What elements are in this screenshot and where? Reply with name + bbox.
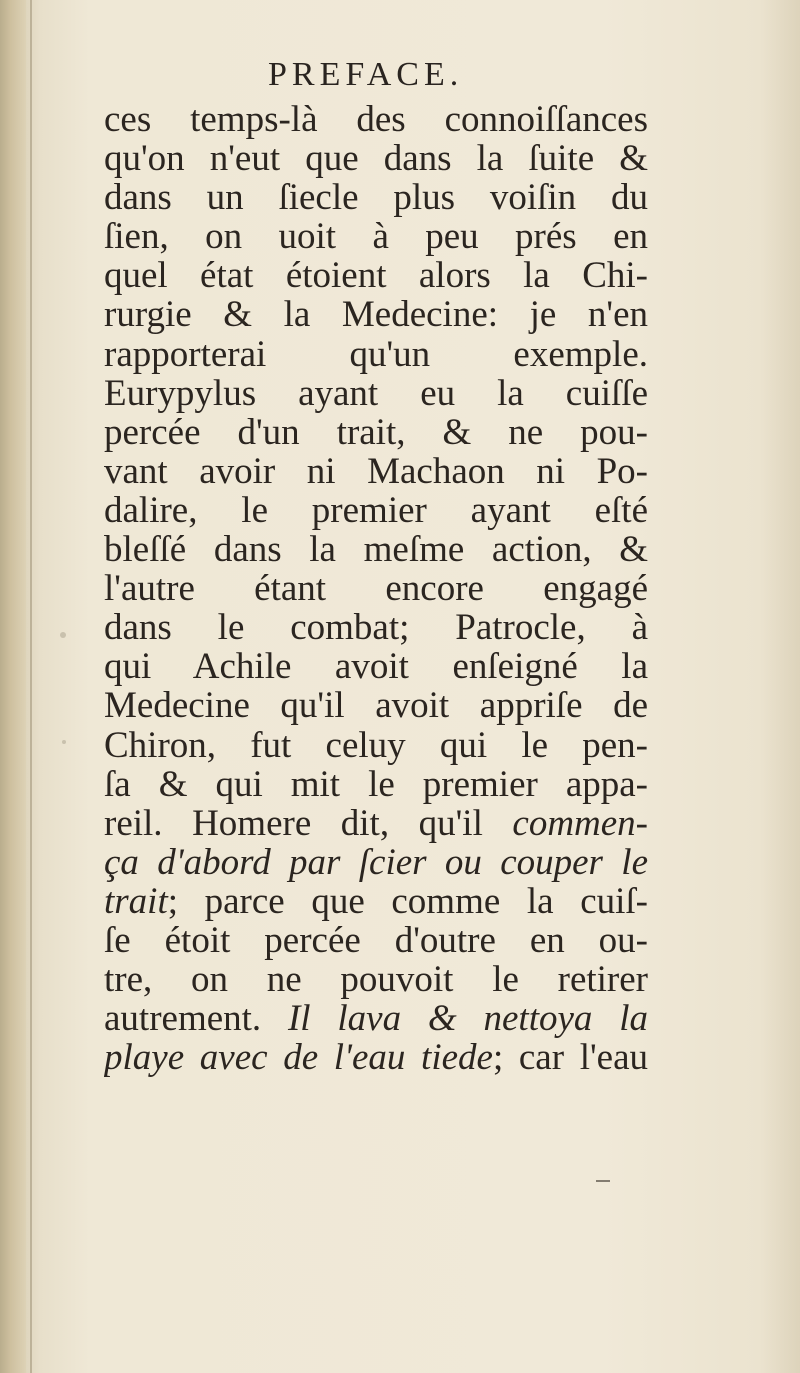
text-line	[104, 843, 648, 882]
text-line	[104, 491, 648, 530]
text-line	[104, 882, 648, 921]
roman-text: vant avoir ni Machaon ni Po-	[104, 451, 648, 491]
italic-text: playe avec de l'eau tiede	[104, 1038, 493, 1078]
italic-text: commen-	[512, 803, 648, 843]
text-line	[104, 999, 648, 1038]
text-line	[104, 295, 648, 334]
roman-text: Eurypylus ayant eu la cuiſſe	[104, 373, 648, 413]
text-line	[104, 726, 648, 765]
catchword-mark	[596, 1180, 610, 1182]
roman-text: ſa & qui mit le premier appa-	[104, 764, 648, 804]
italic-text: Il lava & nettoya la	[287, 999, 648, 1039]
roman-text: l'autre étant encore engagé	[104, 569, 648, 609]
roman-text: Chiron, fut celuy qui le pen-	[104, 725, 648, 765]
text-line	[104, 335, 648, 374]
text-line	[104, 647, 648, 686]
text-line	[104, 374, 648, 413]
roman-text: percée d'un trait, & ne pou-	[104, 412, 648, 452]
body-text	[104, 100, 648, 1077]
text-line	[104, 765, 648, 804]
text-line	[104, 217, 648, 256]
roman-text: reil. Homere dit, qu'il	[104, 803, 513, 843]
roman-text: rapporterai qu'un exemple.	[104, 334, 648, 374]
text-line	[104, 139, 648, 178]
italic-text: trait	[104, 881, 168, 921]
roman-text: quel état étoient alors la Chi-	[104, 256, 648, 296]
roman-text: rurgie & la Medecine: je n'en	[104, 295, 648, 335]
text-line	[104, 960, 648, 999]
gutter-line	[30, 0, 32, 1373]
text-line	[104, 804, 648, 843]
text-line	[104, 921, 648, 960]
text-line	[104, 530, 648, 569]
text-line	[104, 100, 648, 139]
roman-text: tre, on ne pouvoit le retirer	[104, 960, 648, 1000]
text-line	[104, 413, 648, 452]
roman-text: dans un ſiecle plus voiſin du	[104, 178, 648, 218]
roman-text: ces temps-là des connoiſſances	[104, 100, 648, 140]
paper-speck	[62, 740, 66, 744]
roman-text: autrement.	[104, 999, 288, 1039]
italic-text: ça d'abord par ſcier ou couper le	[104, 842, 648, 882]
page-gutter	[0, 0, 26, 1373]
roman-text: ſe étoit percée d'outre en ou-	[104, 920, 648, 961]
roman-text: ſien, on uoit à peu prés en	[104, 217, 648, 257]
text-line	[104, 569, 648, 608]
roman-text: Medecine qu'il avoit appriſe de	[104, 686, 648, 726]
roman-text: dans le combat; Patrocle, à	[104, 608, 648, 648]
text-line	[104, 686, 648, 725]
running-head: PREFACE.	[268, 56, 464, 93]
roman-text: qu'on n'eut que dans la ſuite &	[104, 139, 648, 179]
text-line	[104, 256, 648, 295]
roman-text: qui Achile avoit enſeigné la	[104, 647, 648, 687]
roman-text: ; car l'eau	[492, 1038, 648, 1078]
text-line	[104, 452, 648, 491]
text-line	[104, 1038, 648, 1077]
text-line	[104, 178, 648, 217]
text-line	[104, 608, 648, 647]
roman-text: dalire, le premier ayant eſté	[104, 490, 648, 531]
roman-text: bleſſé dans la meſme action, &	[104, 530, 648, 570]
paper-speck	[60, 632, 66, 638]
roman-text: ; parce que comme la cuiſ-	[167, 881, 648, 921]
